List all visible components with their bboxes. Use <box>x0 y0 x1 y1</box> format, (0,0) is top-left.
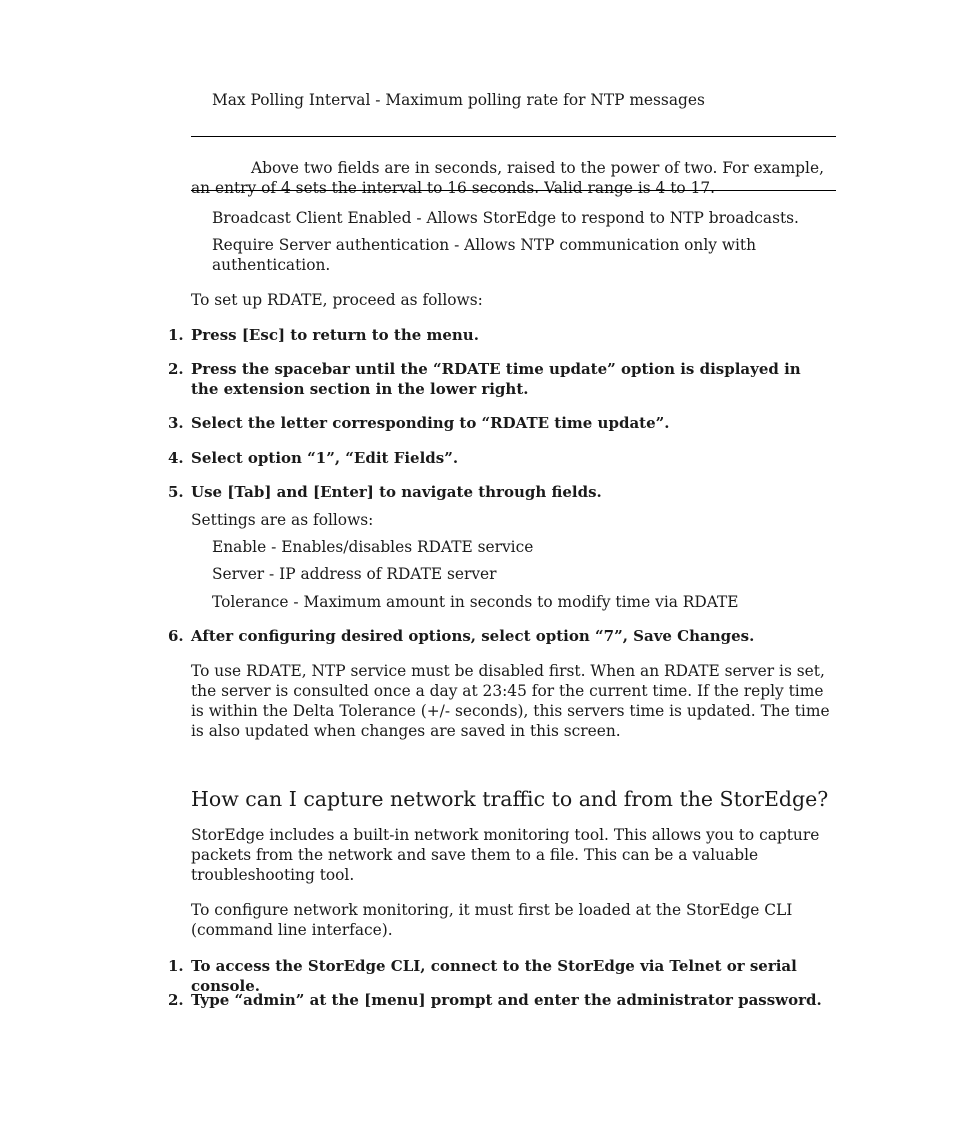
setting-enable: Enable - Enables/disables RDATE service <box>212 538 534 556</box>
max-polling-item: Max Polling Interval - Maximum polling rate for NTP messages <box>212 91 705 109</box>
step-number: 1. <box>168 326 184 344</box>
step-number: 3. <box>168 414 184 432</box>
step-number: 6. <box>168 627 184 645</box>
step-number: 1. <box>168 957 184 975</box>
monitor-paragraph-2: To configure network monitoring, it must first be loaded at the StorEdge CLI (command line interface). <box>191 901 793 939</box>
step-number: 2. <box>168 991 184 1009</box>
rdate-intro: To set up RDATE, proceed as follows: <box>191 291 483 309</box>
section-heading: How can I capture network traffic to and from the StorEdge? <box>191 787 829 811</box>
step-text: Press the spacebar until the “RDATE time update” option is displayed in the extension section in the lower right. <box>191 360 801 398</box>
note-text: Above two fields are in seconds, raised to the power of two. For example, an entry of 4 sets the interval to 16 seconds. Valid range is 4 to 17. <box>191 159 824 198</box>
step-text: After configuring desired options, select option “7”, Save Changes. <box>191 627 755 645</box>
setting-tolerance: Tolerance - Maximum amount in seconds to modify time via RDATE <box>212 593 739 611</box>
step-text: Press [Esc] to return to the menu. <box>191 326 479 344</box>
note-bottom-rule <box>191 190 836 191</box>
step-text: Select option “1”, “Edit Fields”. <box>191 449 459 467</box>
settings-intro: Settings are as follows: <box>191 511 374 529</box>
monitor-paragraph-1: StorEdge includes a built-in network monitoring tool. This allows you to capture packets from the network and save them to a file. This can be a valuable troubleshooting tool. <box>191 826 820 884</box>
note-top-rule <box>191 136 836 137</box>
rdate-paragraph: To use RDATE, NTP service must be disabled first. When an RDATE server is set, the server is consulted once a day at 23:45 for the current time. If the reply time is within the Delta Tolerance (+/- seconds), this servers time is updated. The time is also updated when changes are saved in this screen. <box>191 662 830 740</box>
step-number: 2. <box>168 360 184 378</box>
step-text: To access the StorEdge CLI, connect to the StorEdge via Telnet or serial console. <box>191 957 797 995</box>
setting-server: Server - IP address of RDATE server <box>212 565 497 583</box>
step-text: Use [Tab] and [Enter] to navigate through fields. <box>191 483 602 501</box>
step-text: Type “admin” at the [menu] prompt and enter the administrator password. <box>191 991 822 1009</box>
broadcast-client-item: Broadcast Client Enabled - Allows StorEdge to respond to NTP broadcasts. <box>212 209 799 227</box>
require-auth-item: Require Server authentication - Allows NTP communication only with authentication. <box>212 236 757 274</box>
step-text: Select the letter corresponding to “RDATE time update”. <box>191 414 670 432</box>
step-number: 4. <box>168 449 184 467</box>
step-number: 5. <box>168 483 184 501</box>
